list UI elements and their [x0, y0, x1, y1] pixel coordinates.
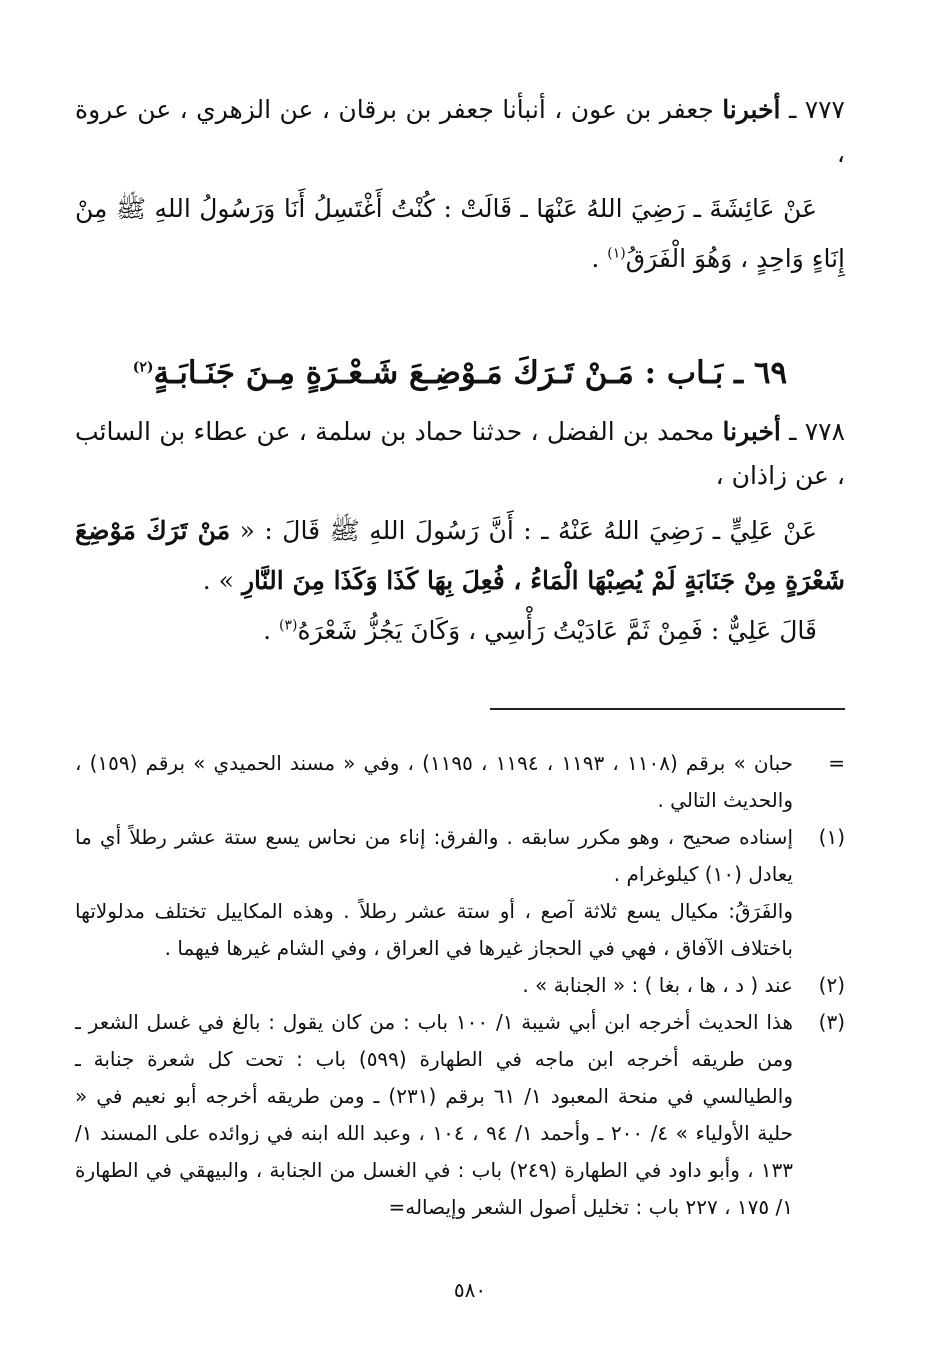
isnad-text: جعفر بن عون ، أنبأنا جعفر بن برقان ، عن الزهري ، عن عروة ، — [75, 95, 845, 168]
chapter-title: ٦٩ ـ بَـاب : مَـنْ تَـرَكَ مَـوْضِـعَ شَـعْـرَةٍ مِـنَ جَنَـابَـةٍ — [153, 355, 788, 391]
footnote-ref: (٣) — [279, 617, 298, 634]
footnote-text: والفَرَقُ: مكيال يسع ثلاثة آصع ، أو ستة عشر رطلاً . وهذه المكاييل تختلف مدلولاتها باختلاف الآفاق ، فهي في الحجاز غيرها في العراق ، وفي الشام غيرها فيهما . — [75, 899, 793, 960]
footnotes — [75, 745, 845, 1226]
footnote-text: إسناده صحيح ، وهو مكرر سابقه . والفرق: إناء من نحاس يسع ستة عشر رطلاً أي ما يعادل (١٠) كيلوغرام . — [75, 825, 793, 886]
main-text — [75, 88, 845, 656]
footnote-mark: (١) — [818, 825, 845, 849]
footnote-ref: (١) — [607, 245, 626, 262]
footnote-text: عند ( د ، ها ، بغا ) : « الجنابة » . — [522, 973, 793, 997]
footnote-item — [75, 893, 845, 967]
footnote-item — [75, 819, 845, 893]
hadith-778-isnad — [75, 410, 845, 498]
hadith-777-isnad — [75, 88, 845, 176]
hadith-number: ٧٧٨ ـ — [789, 417, 846, 446]
matn-end: . — [591, 244, 608, 273]
hadith-lead: أخبرنا — [722, 417, 781, 446]
footnote-text: حبان » برقم (١١٠٨ ، ١١٩٣ ، ١١٩٤ ، ١١٩٥) ، وفي « مسند الحميدي » برقم (١٥٩) ، والحديث التالي . — [75, 751, 794, 812]
hadith-778-ali-said — [75, 606, 845, 656]
footnote-item — [75, 1004, 845, 1226]
footnote-separator — [490, 708, 845, 710]
hadith-number: ٧٧٧ ـ — [788, 95, 845, 124]
footnote-mark: (٣) — [818, 1010, 845, 1034]
ali-said-text: قَالَ عَلِيٌّ : فَمِنْ ثَمَّ عَادَيْتُ رَأْسِي ، وَكَانَ يَجُزُّ شَعْرَهُ — [297, 616, 817, 645]
footnote-text: هذا الحديث أخرجه ابن أبي شيبة ١/ ١٠٠ باب : من كان يقول : بالغ في غسل الشعر ـ ومن طريقه أخرجه ابن ماجه في الطهارة (٥٩٩) باب : تحت كل شعرة جنابة ـ والطيالسي في منحة المعبود ١/ ٦١ برقم (٢٣١) ـ ومن طريقه أخرجه أبو نعيم في « حلية الأولياء » ٤/ ٢٠٠ ـ وأحمد ١/ ٩٤ ، ١٠٤ ، وعبد الله ابنه في زوائده على المسند ١/ ١٣٣ ، وأبو داود في الطهارة (٢٤٩) باب : في الغسل من الجنابة ، والبيهقي في الطهارة ١/ ١٧٥ ، ٢٢٧ باب : تخليل أصول الشعر وإيصاله= — [75, 1010, 794, 1219]
page-number: ٥٨٠ — [453, 1278, 487, 1302]
matn-intro: عَنْ عَلِيٍّ ـ رَضِيَ اللهُ عَنْهُ ـ : أَنَّ رَسُولَ اللهِ ﷺ قَالَ : « — [239, 516, 817, 545]
footnote-item — [75, 967, 845, 1004]
chapter-heading — [75, 346, 845, 400]
hadith-777-matn — [75, 184, 845, 284]
matn-close: » . — [202, 566, 234, 595]
ali-said-end: . — [263, 616, 280, 645]
footnote-item — [75, 745, 845, 819]
footnote-mark: (٢) — [818, 973, 845, 997]
footnote-ref: (٢) — [132, 359, 154, 376]
footnote-mark: = — [828, 751, 845, 775]
isnad-text: محمد بن الفضل ، حدثنا حماد بن سلمة ، عن عطاء بن السائب ، عن زاذان ، — [75, 417, 845, 490]
matn-text: عَنْ عَائِشَةَ ـ رَضِيَ اللهُ عَنْهَا ـ قَالَتْ : كُنْتُ أَغْتَسِلُ أَنَا وَرَسُولُ اللهِ ﷺ مِنْ إِنَاءٍ وَاحِدٍ ، وَهُوَ الْفَرَقُ — [75, 194, 845, 273]
hadith-lead: أخبرنا — [722, 95, 781, 124]
hadith-778-matn — [75, 506, 845, 606]
matn-quote: مَنْ تَرَكَ مَوْضِعَ شَعْرَةٍ مِنْ جَنَابَةٍ لَمْ يُصِبْهَا الْمَاءُ ، فُعِلَ بِهَا كَذَا وَكَذَا مِنَ النَّارِ — [75, 516, 845, 595]
